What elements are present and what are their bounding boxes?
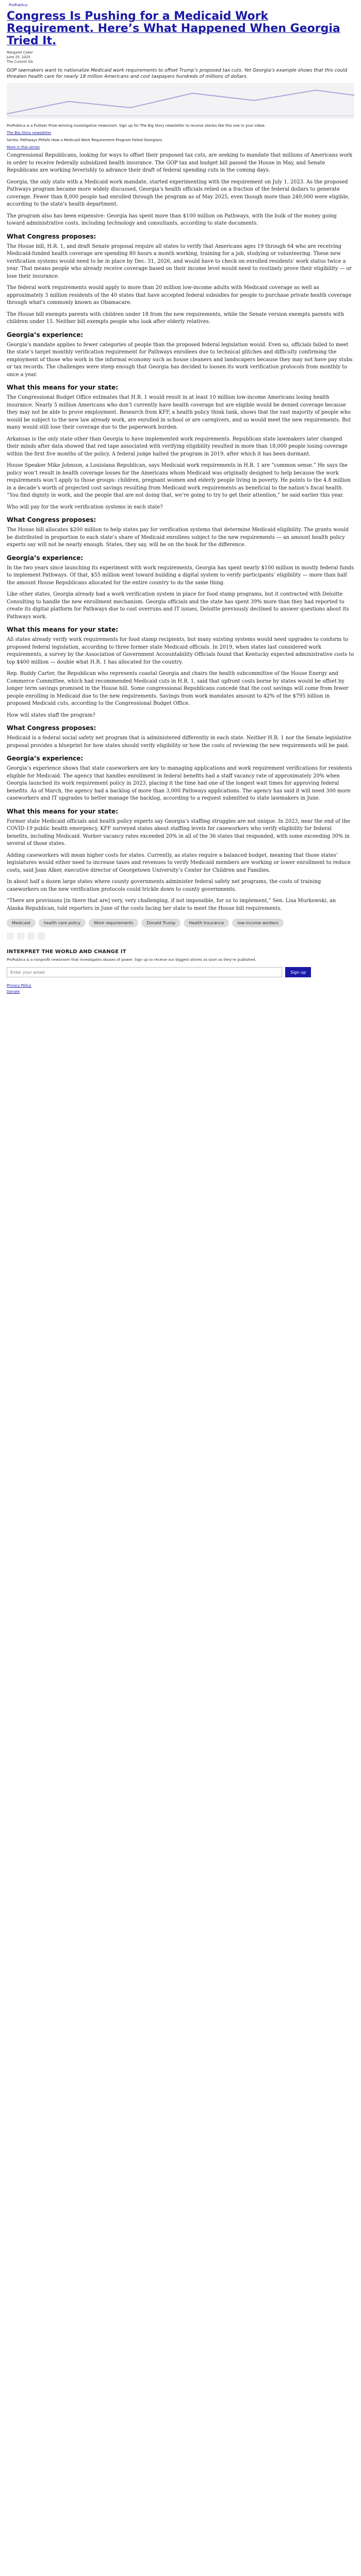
email-icon[interactable] <box>27 933 35 940</box>
article-section <box>7 331 354 379</box>
section-heading: What this means for your state: <box>7 807 119 815</box>
article-page <box>7 0 354 1000</box>
article-paragraph: Rep. Buddy Carter, the Republican who represents coastal Georgia and chairs the health subcommittee of the House Energy and Commerce Committee, which had recommended Medicaid cuts in H.R. 1, said that upfront costs borne by states would be offset by longer term savings promised in the House bill. Some congressional Republicans concede that the cost savings will come from fewer people enrolling in Medicaid due to the new requirements. Savings from work mandates amount to 42% of the $795 billion in proposed Medicaid cuts, according to the Congressional Budget Office. <box>7 671 349 706</box>
article-section <box>7 724 354 750</box>
email-input[interactable] <box>7 967 282 977</box>
article-paragraph: In the two years since launching its experiment with work requirements, Georgia has spent nearly $100 million in mostly federal funds to implement Pathways. Of that, $55 million went toward building a digital system to verify participants’ eligibility — more than half the amount House Republicans allocated for the entire country to do the same thing. <box>7 565 354 586</box>
article-paragraph: The program also has been expensive: Georgia has spent more than $100 million on Pathways, with the bulk of the money going toward administrative costs, including technology and consultants, according to state documents. <box>7 213 337 226</box>
tag[interactable]: health care policy <box>39 919 86 927</box>
interpret-heading: INTERPRET THE WORLD AND CHANGE IT <box>7 949 126 955</box>
article-section <box>7 755 354 803</box>
byline <box>7 50 354 64</box>
subscribe-text: ProPublica is a nonprofit newsroom that investigates abuses of power. Sign up to receive our biggest stories as soon as they’re published. <box>7 958 256 962</box>
series-more-link[interactable]: More in this series <box>7 145 40 149</box>
byline-date: June 25, 2025 <box>7 55 30 59</box>
hero-bg <box>7 83 354 119</box>
article-paragraph: The House bill allocates $200 million to help states pay for verification systems that determine Medicaid eligibility. The grants would be distributed in proportion to each state’s share of Medicaid enrollees subject to the new requirements — an amount health policy experts say will not be nearly enough. States, they say, will be on the hook for the difference. <box>7 527 349 548</box>
article-paragraph: The House bill, H.R. 1, and draft Senate proposal require all states to verify that Americans ages 19 through 64 who are receiving Medicaid-funded health coverage are spending 80 hours a month working, training for a job, studying or volunteering. These new verification systems would need to be in place by Dec. 31, 2026, and would have to check on enrolled residents' work status twice a year. That means people who already receive coverage based on their income level would need to routinely prove their eligibility — or lose their insurance. <box>7 243 352 279</box>
tag[interactable]: low-income workers <box>232 919 284 927</box>
article-standfirst: GOP lawmakers want to nationalize Medicaid work requirements to offset Trump’s proposed tax cuts. Yet Georgia’s example shows that this could threaten health care for nearly 18 million Americans and cost taxpayers hundreds of millions of dollars. <box>7 68 348 79</box>
article-paragraph: The House bill exempts parents with children under 18 from the new requirements, while the Senate version exempts parents with children under 15. Neither bill exempts people who look after elderly relatives. <box>7 311 344 325</box>
article-section <box>7 384 354 511</box>
byline-org: The Current GA <box>7 60 33 64</box>
article-paragraph: Georgia, the only state with a Medicaid work mandate, started experimenting with the requirement on July 1, 2023. As the proposed Pathways program became more widely discussed, Georgia's health officials relied on a fraction of the federal dollars to generate coverage. Fewer than 8,000 people had enrolled through the program as of May 2025, even though more than 240,000 were eligible, according to the state's health department. <box>7 179 350 207</box>
article-section <box>7 152 354 228</box>
privacy-link[interactable]: Privacy Policy <box>7 984 31 988</box>
article-body <box>7 152 354 912</box>
byline-author[interactable]: Margaret Coker <box>7 50 33 55</box>
twitter-icon[interactable] <box>17 933 24 940</box>
footer-links <box>7 982 354 995</box>
article-section <box>7 516 354 549</box>
article-paragraph: Who will pay for the work verification systems in each state? <box>7 504 163 510</box>
section-heading: Georgia’s experience: <box>7 755 84 762</box>
article-section <box>7 626 354 719</box>
tag[interactable]: Health Insurance <box>184 919 229 927</box>
article-paragraph: House Speaker Mike Johnson, a Louisiana Republican, says Medicaid work requirements in H.R. 1 are “common sense.” He says the policy won’t result in health coverage losses for the Americans whom Medicaid was originally designed to help because the work requirements won’t apply to those groups: children, pregnant women and elderly people living in poverty. He points to the 4.8 million in a decade’s worth of projected cost savings resulting from Medicaid work requirements as beneficial to the nation’s fiscal health. “You find dignity in work, and the people that are not doing that, we’re going to try to get their attention,” he said earlier this year. <box>7 463 351 498</box>
section-heading: What Congress proposes: <box>7 232 96 240</box>
promo-text: ProPublica is a Pulitzer Prize-winning investigative newsroom. Sign up for The Big Story newsletter to receive stories like this one in your inbox. <box>7 124 266 128</box>
article-section <box>7 554 354 621</box>
article-paragraph: Congressional Republicans, looking for ways to offset their proposed tax cuts, are seeking to mandate that millions of Americans work in order to receive federally subsidized health insurance. The GOP tax and budget bill passed the House in May, and Senate Republicans are working feverishly to advance their draft of federal spending cuts in the coming days. <box>7 152 353 173</box>
article-paragraph: The federal work requirements would apply to more than 20 million low-income adults with Medicaid coverage as well as approximately 3 million residents of the 40 states that have accepted federal subsidies for people to purchase private health coverage through what's commonly known as Obamacare. <box>7 285 352 306</box>
article-section <box>7 808 354 913</box>
section-heading: Georgia’s experience: <box>7 554 84 562</box>
newsletter-form <box>7 967 354 977</box>
article-section <box>7 233 354 326</box>
signup-button[interactable]: Sign up <box>285 967 311 977</box>
hero-illustration <box>7 83 354 119</box>
article-paragraph: Like other states, Georgia already had a work verification system in place for food stamp programs, but it contracted with Deloitte Consulting to handle the new enrollment mechanism. Georgia officials and the state has spent 39% more than they had reported to create its digital platform for Pathways due to cost overruns and IT issues, Deloitte previously declined to answer questions about its Pathways work. <box>7 591 349 620</box>
article-paragraph: Former state Medicaid officials and health policy experts say Georgia’s staffing struggles are not unique. In 2023, near the end of the COVID-19 public health emergency, KFF surveyed states about staffing levels for caseworkers who verify eligibility for federal benefits, including Medicaid. Worker vacancy rates exceeded 20% in all of the 36 states that responded, with some exceeding 30% in several of those states. <box>7 818 350 846</box>
article-paragraph: How will states staff the program? <box>7 712 95 718</box>
series-label: Series: Pathways Pitfalls How a Medicaid Work Requirement Program Failed Georgians <box>7 138 162 142</box>
site-logo[interactable]: ProPublica <box>9 3 28 7</box>
tag[interactable]: Donald Trump <box>141 919 180 927</box>
section-heading: What this means for your state: <box>7 384 119 391</box>
article-paragraph: Arkansas is the only state other than Georgia to have implemented work requirements. Republican state lawmakers later changed their minds after data showed that red tape associated with verifying eligibility resulted in more than 18,000 people losing coverage within the first five months of the policy. A federal judge halted the program in 2019, after which it has been dormant. <box>7 436 348 457</box>
article-paragraph: Georgia’s mandate applies to fewer categories of people than the proposed federal legislation would. Even so, officials failed to meet the state’s target monthly verification requirement for Pathways enrollees due to technical glitches and difficulty confirming the employment of those who work in the informal economy such as house cleaners and landscapers because they may not have pay stubs or tax records. The challenges were steep enough that Georgia has decided to loosen its work verification protocols from monthly to once a year. <box>7 342 353 378</box>
facebook-icon[interactable] <box>7 933 14 940</box>
article-paragraph: All states already verify work requirements for food stamp recipients, but many existing systems would need upgrades to conform to proposed federal legislation, according to three former state Medicaid officials. In 2019, when states last considered work requirements, a survey by the Association of Government Accountability Officials found that Kentucky expected administrative costs to top $400 million — double what H.R. 1 has allocated for the country. <box>7 637 354 665</box>
donate-link[interactable]: Donate <box>7 990 20 994</box>
article-paragraph: In about half a dozen large states where county governments administer federal safety net programs, the costs of training caseworkers on the new verification protocols could trickle down to county governments. <box>7 879 321 892</box>
article-title: Congress Is Pushing for a Medicaid Work Requirement. Here’s What Happened When Georgia Tried It. <box>7 10 340 47</box>
tag[interactable]: Medicaid <box>7 919 36 927</box>
section-heading: What this means for your state: <box>7 626 119 633</box>
section-heading: Georgia’s experience: <box>7 331 84 338</box>
section-heading: What Congress proposes: <box>7 516 96 523</box>
article-paragraph: “There are provisions [in there that are] very, very challenging, if not impossible, for us to implement,” Sen. Lisa Murkowski, an Alaska Republican, told reporters in June of the costs facing her state to meet the House bill requirements. <box>7 898 336 911</box>
article-paragraph: Adding caseworkers will mean higher costs for states. Currently, as states require a balanced budget, meaning that those states’ legislatures would either need to increase taxes and revenues to verify Medicaid members are working or lower enrollment to reduce costs, said Joan Alker, executive director of Georgetown University’s Center for Children and Families. <box>7 852 351 873</box>
article-paragraph: The Congressional Budget Office estimates that H.R. 1 would result in at least 10 million low-income Americans losing health insurance. Nearly 5 million Americans who don’t currently have health coverage but are eligible would be denied coverage because they may not be able to prove employment. Research from KFF, a health policy think tank, shows that the vast majority of people who would be subject to the new law already work, are enrolled in school or are caregivers, and so would meet the new requirements. But many would still lose their coverage due to the paperwork burden. <box>7 395 351 430</box>
article-paragraph: Medicaid is a federal social safety net program that is administered differently in each state. Neither H.R. 1 nor the Senate legislative proposal provides a blueprint for how states should verify eligibility or how the costs of reviewing the new requirements will be paid. <box>7 735 352 749</box>
hero-image <box>7 83 354 119</box>
promo-link-line <box>7 130 354 135</box>
section-heading: What Congress proposes: <box>7 724 96 732</box>
share-bar <box>7 933 354 940</box>
tag-list <box>7 919 354 927</box>
series-more-line <box>7 145 354 150</box>
print-icon[interactable] <box>38 933 45 940</box>
promo-link[interactable]: The Big Story newsletter <box>7 131 52 135</box>
tag[interactable]: Work requirements <box>89 919 138 927</box>
article-paragraph: Georgia’s experience shows that state caseworkers are key to managing applications and work requirement verifications for residents eligible for Medicaid. The agency that handles enrollment in federal benefits had a staff vacancy rate of approximately 20% when Georgia launched its work requirement policy in 2023, placing it the time had one of the longest wait times for approving federal benefits. As of March, the agency had a backlog of more than 3,000 Pathways applications. The agency has said it will need 300 more caseworkers and IT upgrades to better manage the backlog, according to a request submitted to state lawmakers in June. <box>7 766 352 801</box>
